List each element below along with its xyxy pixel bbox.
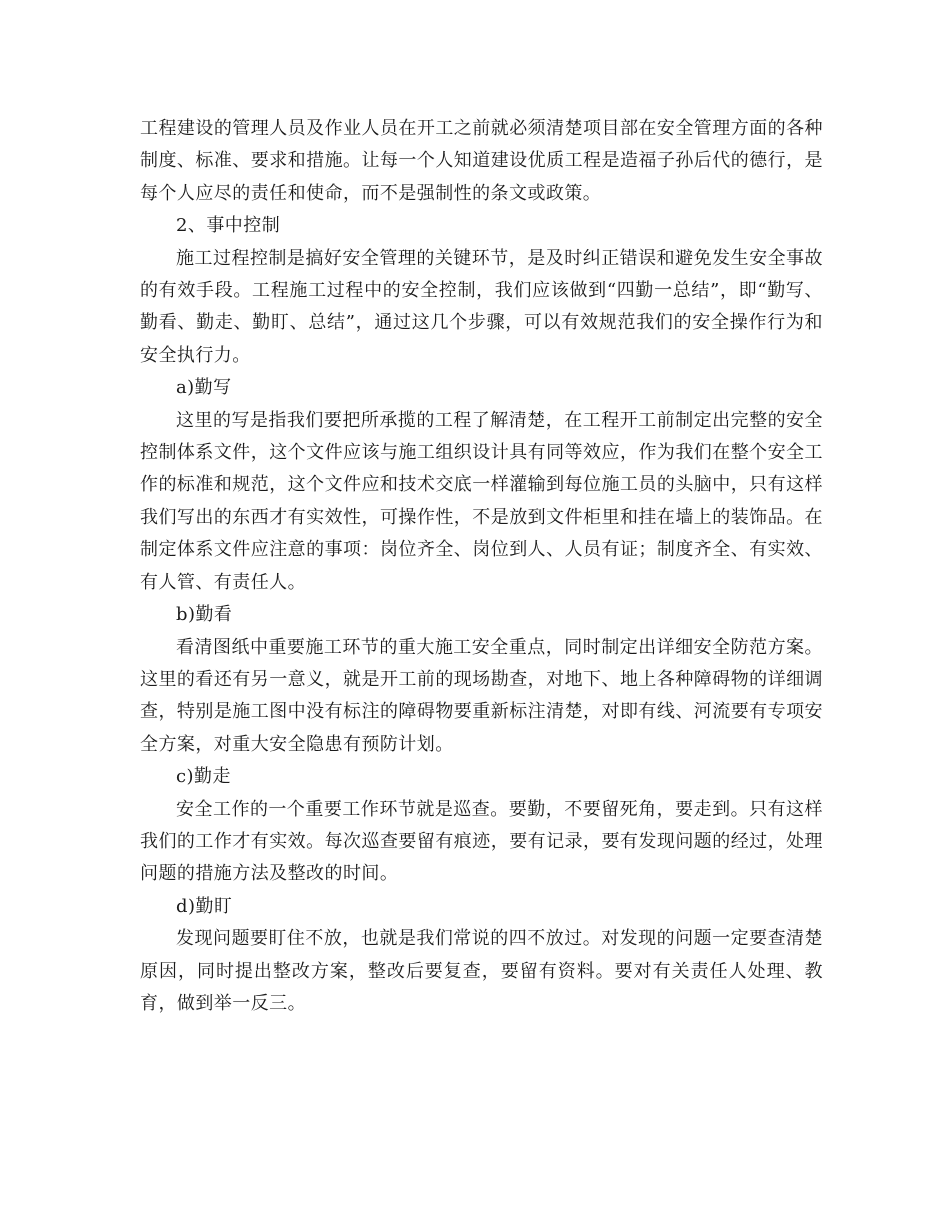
section-heading-in-process-control: 2、事中控制	[176, 215, 281, 237]
paragraph-intro-continued: 工程建设的管理人员及作业人员在开工之前就必须清楚项目部在安全管理方面的各种制度、标准、要求和措施。让每一个人知道建设优质工程是造福子孙后代的德行，是每个人应尽的责任和使命，而不是强制性的条文或政策。	[140, 118, 823, 204]
subheading-diligent-checking: b)勤看	[176, 604, 233, 626]
subheading-diligent-walking: c)勤走	[176, 766, 231, 788]
paragraph-diligent-monitoring: 发现问题要盯住不放，也就是我们常说的四不放过。对发现的问题一定要查清楚原因，同时提出整改方案，整改后要复查，要留有资料。要对有关责任人处理、教育，做到举一反三。	[140, 928, 823, 1014]
paragraph-diligent-walking: 安全工作的一个重要工作环节就是巡查。要勤，不要留死角，要走到。只有这样我们的工作才有实效。每次巡查要留有痕迹，要有记录，要有发现问题的经过，处理问题的措施方法及整改的时间。	[140, 798, 823, 885]
subheading-diligent-writing: a)勤写	[176, 377, 232, 399]
subheading-diligent-monitoring: d)勤盯	[176, 895, 233, 917]
paragraph-diligent-checking: 看清图纸中重要施工环节的重大施工安全重点，同时制定出详细安全防范方案。这里的看还有另一意义，就是开工前的现场勘查，对地下、地上各种障碍物的详细调查，特别是施工图中没有标注的障碍物要重新标注清楚，对即有线、河流要有专项安全方案，对重大安全隐患有预防计划。	[140, 636, 823, 755]
paragraph-diligent-writing: 这里的写是指我们要把所承揽的工程了解清楚，在工程开工前制定出完整的安全控制体系文件，这个文件应该与施工组织设计具有同等效应，作为我们在整个安全工作的标准和规范，这个文件应和技术交底一样灌输到每位施工员的头脑中，只有这样我们写出的东西才有实效性，可操作性，不是放到文件柜里和挂在墙上的装饰品。在制定体系文件应注意的事项：岗位齐全、岗位到人、人员有证；制度齐全、有实效、有人管、有责任人。	[140, 409, 823, 593]
document-body	[140, 113, 823, 1020]
paragraph-in-process-control: 施工过程控制是搞好安全管理的关键环节，是及时纠正错误和避免发生安全事故的有效手段。工程施工过程中的安全控制，我们应该做到“四勤一总结”，即“勤写、勤看、勤走、勤盯、总结”，通过这几个步骤，可以有效规范我们的安全操作行为和安全执行力。	[140, 247, 823, 366]
